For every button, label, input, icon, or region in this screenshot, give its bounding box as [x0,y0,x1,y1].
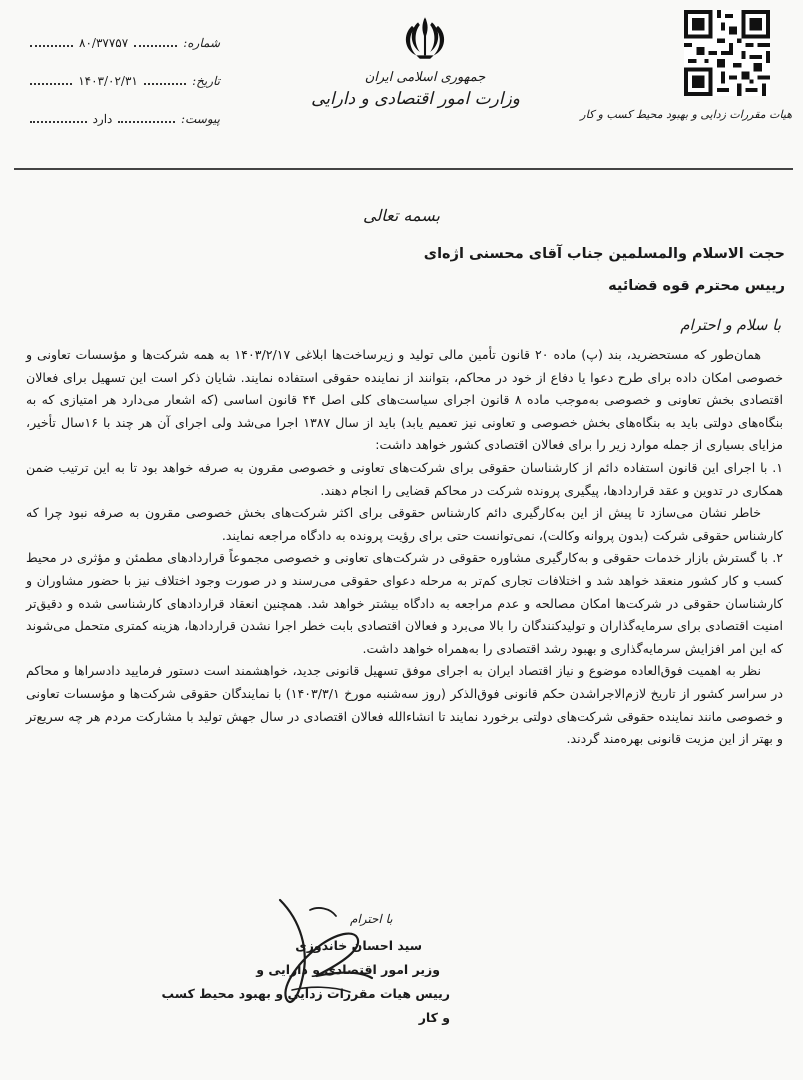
signer-name: سید احسان خاندوزی [295,938,422,953]
board-name: هیات مقررات زدایی و بهبود محیط کسب و کار [580,108,792,121]
addressee [424,238,785,302]
republic-name: جمهوری اسلامی ایران [364,70,486,85]
paragraph-intro: همان‌طور که مستحضرید، بند (پ) ماده ۲۰ قانون تأمین مالی تولید و زیرساخت‌ها ابلاغی ۱۴۰۳/۲/۱۷ به همه شرکت‌ها و مؤسسات تعاونی و خصوصی امکان داده برای طرح دعوا یا دفاع از خود در محاکم، بتوانند از نماینده حقوقی استفاده نمایند. شایان ذکر است این تسهیل برای فعالان اقتصادی بخش تعاونی و خصوصی به‌موجب ماده ۸ قانون اجرای سیاست‌های کلی اصل ۴۴ قانون اساسی (که اشعار می‌دارد هر امتیازی که به بنگاه‌های دولتی باید به بنگاه‌های بخش خصوصی و تعاونی نیز تعمیم یابد) باید از سال ۱۳۸۷ اجرا می‌شد ولی اجرای آن هر چند با ۱۶سال تأخیر، مزایای بسیاری از جمله موارد زیر را برای فعالان اقتصادی کشور خواهد داشت: [26,347,784,453]
date-label: تاریخ: [192,74,220,88]
signature-block [150,934,450,1030]
paragraph-request: نظر به اهمیت فوق‌العاده موضوع و نیاز اقتصاد ایران به اجرای موفق تسهیل قانونی جدید، خواهشمند است دستور فرمایید دادسراها و محاکم در سراسر کشور از تاریخ لازم‌الاجراشدن حکم قانونی فوق‌الذکر (روز سه‌شنبه مورخ ۱۴۰۳/۳/۱) با نمایندگان حقوقی شرکت‌ها و مؤسسات تعاونی و خصوصی مانند نماینده حقوقی شرکت‌های دولتی برخورد نمایند تا انشاءالله فعالان اقتصادی در سال جهش تولید با مشارکت مردم هر چه سریع‌تر و بهتر از این مزیت قانونی بهره‌مند گردند. [26,663,783,747]
number-label: شماره: [183,36,220,50]
date-value: ۱۴۰۳/۰۲/۳۱ [78,74,138,88]
signer-title-minister: وزیر امور اقتصادی و دارایی و [256,962,440,977]
invocation: بسمه تعالی [363,206,440,225]
iran-emblem-icon [399,12,451,64]
header-divider [14,168,793,170]
number-row [30,36,220,74]
attachment-label: پیوست: [180,112,220,126]
date-row [30,74,220,112]
letter-meta [30,36,220,150]
letter-body [26,344,783,751]
number-value: ۸۰/۳۷۷۵۷ [79,36,129,50]
paragraph-note: خاطر نشان می‌سازد تا پیش از این به‌کارگیری دائم کارشناس حقوقی برای اکثر شرکت‌های بخش خصوصی مقرون به صرفه نبود چرا که کارشناس حقوقی شرکت (بدون پروانه وکالت)، نمی‌توانست حتی برای رؤیت پرونده به دادگاه مراجعه نمایند. [26,505,783,543]
ministry-header [311,12,520,109]
qr-code-icon [684,10,770,96]
paragraph-item-1: ۱. با اجرای این قانون استفاده دائم از کارشناسان حقوقی برای شرکت‌های تعاونی و خصوصی مقرون به صرفه خواهد بود تا به این ترتیب ضمن همکاری در تدوین و عقد قراردادها، پیگیری پرونده شرکت در محاکم قضایی را انجام دهند. [26,459,783,498]
paragraph-item-2: ۲. با گسترش بازار خدمات حقوقی و به‌کارگیری مشاوره حقوقی در شرکت‌های تعاونی و خصوصی مجموعاً قراردادهای مطمئن و مؤثری در محیط کسب و کار کشور منعقد خواهد شد و اختلافات تجاری کم‌تر به مرحله دعوای حقوقی می‌رسند و در صورت وجود اختلاف نیز با حضور مشاوران و کارشناسان حقوقی در شرکت‌ها امکان مصالحه و عدم مراجعه به دادگاه بیشتر خواهد شد. همچنین انعقاد قراردادهای کارشناسی شده و دقیق‌تر امنیت اقتصادی برای سرمایه‌گذاران و تولیدکنندگان را بالا می‌برد و فعالان اقتصادی بابت خطر اجرا نشدن قراردادها، هزینه کمتری متحمل می‌شوند که این امر افزایش سرمایه‌گذاری و بهبود رشد اقتصادی را به‌همراه خواهد داشت. [26,550,783,656]
addressee-name: حجت الاسلام والمسلمین جناب آقای محسنی اژه‌ای [423,246,785,262]
ministry-name: وزارت امور اقتصادی و دارایی [311,89,520,109]
salutation: با سلام و احترام [680,316,781,334]
attachment-value: دارد [92,112,113,126]
attachment-row [30,112,220,150]
signer-title-board: رییس هیات مقررات زدایی و بهبود محیط کسب و کار [161,986,450,1025]
closing-regards: با احترام [350,912,393,926]
addressee-title: رییس محترم قوه قضائیه [608,278,785,294]
